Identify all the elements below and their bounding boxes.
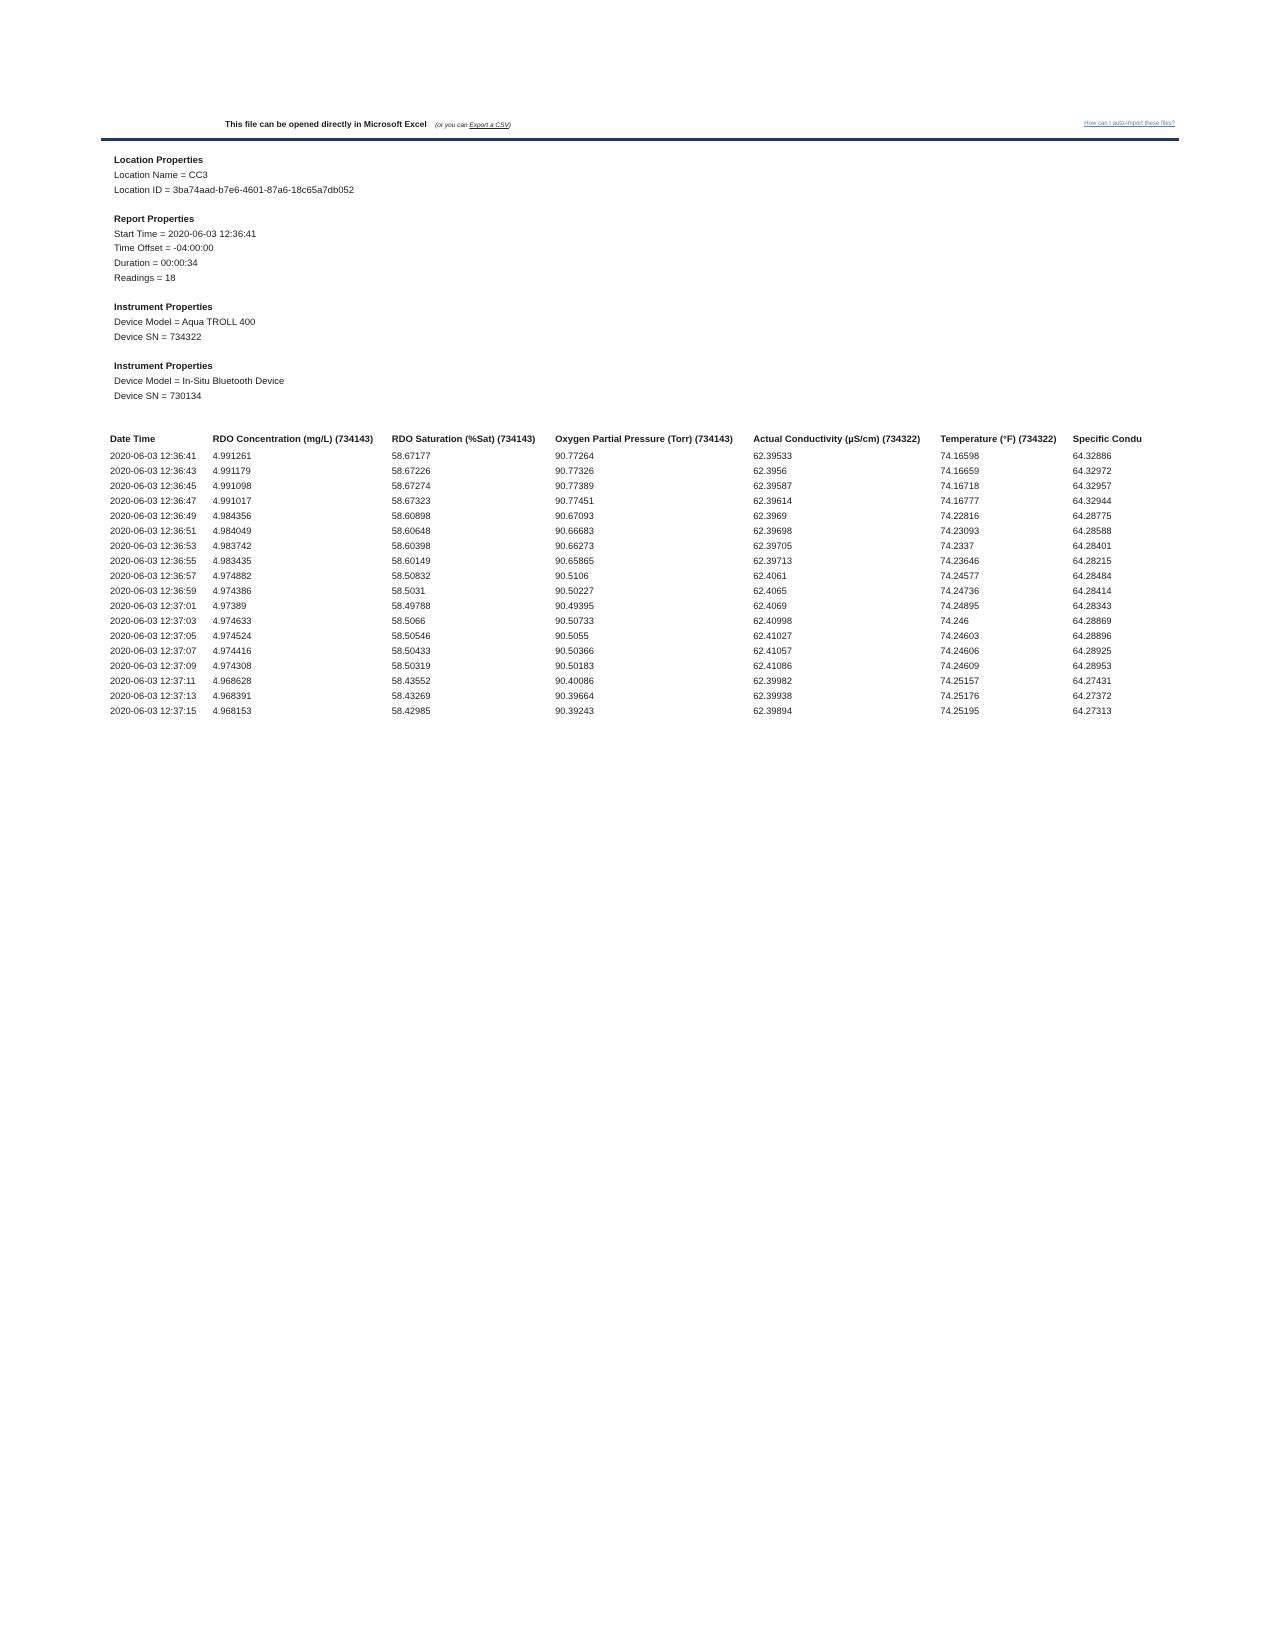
- table-cell: 4.983435: [212, 556, 252, 566]
- table-cell: 62.41027: [753, 631, 792, 641]
- table-cell: 4.974524: [212, 631, 252, 641]
- table-cell: 58.42985: [391, 706, 431, 716]
- table-cell: 90.50733: [555, 616, 594, 626]
- table-cell: 4.97389: [212, 601, 247, 611]
- table-row: [110, 539, 1178, 554]
- table-cell: 58.67274: [391, 481, 431, 491]
- properties-section: [114, 360, 354, 404]
- table-cell: 90.77326: [555, 466, 594, 476]
- table-cell: 58.5031: [391, 586, 426, 596]
- table-cell: 4.984049: [212, 526, 252, 536]
- table-cell: 2020-06-03 12:37:13: [110, 691, 197, 701]
- table-row: [110, 659, 1178, 674]
- table-cell: 62.39894: [753, 706, 792, 716]
- readings-table: [110, 430, 1178, 719]
- table-cell: 90.67093: [555, 511, 594, 521]
- table-cell: 4.991179: [212, 466, 251, 476]
- table-row: [110, 569, 1178, 584]
- table-cell: 90.50183: [555, 661, 594, 671]
- table-row: [110, 614, 1178, 629]
- table-cell: 58.60398: [391, 541, 431, 551]
- table-cell: 90.77451: [555, 496, 594, 506]
- table-cell: 4.984356: [212, 511, 252, 521]
- export-note-suffix: ): [508, 122, 511, 129]
- table-cell: 90.5106: [555, 571, 589, 581]
- property-row: Location ID = 3ba74aad-b7e6-4601-87a6-18c65a7db052: [114, 184, 355, 196]
- table-cell: 4.968391: [212, 691, 252, 701]
- table-row: [110, 584, 1178, 599]
- table-row: [110, 674, 1178, 689]
- table-cell: 58.50546: [391, 631, 431, 641]
- table-cell: 58.50319: [391, 661, 431, 671]
- table-cell: 74.25176: [940, 691, 980, 701]
- property-row: Device Model = Aqua TROLL 400: [114, 317, 256, 329]
- table-cell: 64.27431: [1072, 676, 1112, 686]
- table-cell: 74.23093: [940, 526, 980, 536]
- table-cell: 64.28343: [1072, 601, 1112, 611]
- table-cell: 62.4069: [753, 601, 787, 611]
- table-cell: 64.32972: [1072, 466, 1112, 476]
- table-body: [110, 449, 1178, 719]
- table-cell: 62.40998: [753, 616, 792, 626]
- table-row: [110, 689, 1178, 704]
- table-cell: 2020-06-03 12:37:07: [110, 646, 197, 656]
- table-cell: 62.39698: [753, 526, 792, 536]
- table-cell: 64.28869: [1072, 616, 1112, 626]
- table-cell: 62.39533: [753, 451, 792, 461]
- table-row: [110, 524, 1178, 539]
- column-header: RDO Saturation (%Sat) (734143): [391, 434, 536, 445]
- table-cell: 4.991261: [212, 451, 252, 461]
- table-cell: 64.28215: [1072, 556, 1112, 566]
- table-cell: 90.65865: [555, 556, 594, 566]
- table-cell: 2020-06-03 12:37:15: [110, 706, 197, 716]
- table-row: [110, 554, 1178, 569]
- column-header: Specific Condu: [1072, 434, 1142, 445]
- table-cell: 90.50366: [555, 646, 594, 656]
- property-row: Time Offset = -04:00:00: [114, 243, 214, 255]
- section-title: Instrument Properties: [114, 361, 213, 373]
- properties-panel: [114, 154, 354, 419]
- table-cell: 64.28775: [1072, 511, 1112, 521]
- table-cell: 64.32957: [1072, 481, 1112, 491]
- table-cell: 62.39982: [753, 676, 792, 686]
- table-cell: 74.25195: [940, 706, 980, 716]
- properties-section: [114, 154, 354, 198]
- export-csv-link[interactable]: Export a CSV: [469, 122, 509, 129]
- table-cell: 58.60149: [391, 556, 431, 566]
- table-cell: 62.4061: [753, 571, 787, 581]
- table-cell: 2020-06-03 12:36:55: [110, 556, 197, 566]
- table-row: [110, 704, 1178, 719]
- table-cell: 58.43552: [391, 676, 431, 686]
- table-cell: 58.67323: [391, 496, 431, 506]
- table-cell: 90.39664: [555, 691, 594, 701]
- table-cell: 4.974386: [212, 586, 252, 596]
- table-cell: 74.246: [940, 616, 969, 626]
- table-cell: 64.28414: [1072, 586, 1112, 596]
- table-cell: 74.16598: [940, 451, 980, 461]
- table-cell: 74.24609: [940, 661, 980, 671]
- table-cell: 58.50832: [391, 571, 431, 581]
- table-cell: 58.50433: [391, 646, 431, 656]
- table-cell: 90.5055: [555, 631, 589, 641]
- table-cell: 90.49395: [555, 601, 594, 611]
- table-row: [110, 464, 1178, 479]
- property-row: Device SN = 730134: [114, 390, 202, 402]
- table-cell: 62.3969: [753, 511, 787, 521]
- table-row: [110, 599, 1178, 614]
- table-cell: 2020-06-03 12:36:49: [110, 511, 197, 521]
- table-cell: 64.28484: [1072, 571, 1112, 581]
- table-cell: 4.974882: [212, 571, 252, 581]
- table-cell: 2020-06-03 12:36:45: [110, 481, 197, 491]
- table-cell: 74.23646: [940, 556, 980, 566]
- table-row: [110, 449, 1178, 464]
- auto-import-help-link[interactable]: How can I auto-import these files?: [1084, 121, 1175, 127]
- table-cell: 90.77264: [555, 451, 594, 461]
- property-row: Duration = 00:00:34: [114, 258, 198, 270]
- table-cell: 74.24736: [940, 586, 980, 596]
- export-note-prefix: (or you can: [435, 122, 470, 129]
- table-cell: 4.974416: [212, 646, 252, 656]
- property-row: Start Time = 2020-06-03 12:36:41: [114, 228, 257, 240]
- table-cell: 62.39938: [753, 691, 792, 701]
- table-cell: 74.16777: [940, 496, 980, 506]
- table-cell: 64.32886: [1072, 451, 1112, 461]
- table-cell: 2020-06-03 12:37:11: [110, 676, 196, 686]
- table-cell: 2020-06-03 12:37:09: [110, 661, 197, 671]
- table-header-row: [110, 430, 1178, 449]
- table-cell: 2020-06-03 12:36:41: [110, 451, 197, 461]
- table-cell: 4.991098: [212, 481, 252, 491]
- property-row: Device Model = In-Situ Bluetooth Device: [114, 376, 285, 388]
- table-cell: 58.43269: [391, 691, 431, 701]
- property-row: Location Name = CC3: [114, 169, 208, 181]
- table-cell: 4.991017: [212, 496, 252, 506]
- table-cell: 2020-06-03 12:37:03: [110, 616, 197, 626]
- table-cell: 90.39243: [555, 706, 594, 716]
- table-cell: 62.39587: [753, 481, 792, 491]
- excel-notice-text: This file can be opened directly in Microsoft Excel: [225, 119, 427, 129]
- table-cell: 64.28953: [1072, 661, 1112, 671]
- table-cell: 4.974633: [212, 616, 252, 626]
- table-cell: 62.4065: [753, 586, 787, 596]
- table-cell: 64.27372: [1072, 691, 1112, 701]
- table-cell: 58.49788: [391, 601, 431, 611]
- properties-section: [114, 301, 354, 345]
- table-row: [110, 629, 1178, 644]
- table-cell: 62.39614: [753, 496, 792, 506]
- table-cell: 58.5066: [391, 616, 426, 626]
- table-cell: 58.60898: [391, 511, 431, 521]
- table-cell: 64.28401: [1072, 541, 1112, 551]
- table-row: [110, 509, 1178, 524]
- table-cell: 90.50227: [555, 586, 594, 596]
- table-cell: 4.983742: [212, 541, 252, 551]
- table-cell: 64.27313: [1072, 706, 1112, 716]
- table-cell: 62.41086: [753, 661, 792, 671]
- table-cell: 90.40086: [555, 676, 594, 686]
- table-cell: 74.16659: [940, 466, 980, 476]
- table-cell: 2020-06-03 12:36:53: [110, 541, 197, 551]
- property-row: Readings = 18: [114, 273, 176, 285]
- column-header: RDO Concentration (mg/L) (734143): [212, 434, 374, 445]
- table-cell: 64.28925: [1072, 646, 1112, 656]
- header-divider: [101, 138, 1179, 141]
- column-header: Temperature (°F) (734322): [940, 434, 1057, 445]
- table-cell: 2020-06-03 12:37:01: [110, 601, 197, 611]
- table-cell: 62.39713: [753, 556, 792, 566]
- table-cell: 64.32944: [1072, 496, 1112, 506]
- table-cell: 2020-06-03 12:36:43: [110, 466, 197, 476]
- table-cell: 2020-06-03 12:36:57: [110, 571, 197, 581]
- table-cell: 4.968153: [212, 706, 252, 716]
- table-cell: 74.22816: [940, 511, 980, 521]
- table-cell: 74.24895: [940, 601, 980, 611]
- table-cell: 74.25157: [940, 676, 980, 686]
- table-cell: 2020-06-03 12:36:51: [110, 526, 197, 536]
- table-cell: 90.66683: [555, 526, 594, 536]
- column-header: Actual Conductivity (µS/cm) (734322): [753, 434, 921, 445]
- table-row: [110, 644, 1178, 659]
- readings-table-wrapper: [110, 430, 1178, 719]
- table-cell: 74.24606: [940, 646, 980, 656]
- table-cell: 62.39705: [753, 541, 792, 551]
- column-header: Oxygen Partial Pressure (Torr) (734143): [555, 434, 733, 445]
- section-title: Report Properties: [114, 213, 195, 225]
- table-cell: 2020-06-03 12:37:05: [110, 631, 197, 641]
- table-cell: 74.24577: [940, 571, 980, 581]
- table-cell: 4.968628: [212, 676, 252, 686]
- property-row: Device SN = 734322: [114, 331, 202, 343]
- table-cell: 4.974308: [212, 661, 252, 671]
- table-cell: 90.77389: [555, 481, 594, 491]
- properties-section: [114, 213, 354, 287]
- table-cell: 90.66273: [555, 541, 594, 551]
- table-cell: 64.28896: [1072, 631, 1112, 641]
- section-title: Location Properties: [114, 155, 204, 166]
- table-cell: 2020-06-03 12:36:47: [110, 496, 197, 506]
- column-header: Date Time: [110, 434, 156, 445]
- table-cell: 58.67177: [391, 451, 431, 461]
- table-cell: 58.60648: [391, 526, 431, 536]
- table-cell: 64.28588: [1072, 526, 1112, 536]
- table-row: [110, 479, 1178, 494]
- table-cell: 74.16718: [940, 481, 980, 491]
- excel-notice: [225, 119, 511, 129]
- table-cell: 74.24603: [940, 631, 980, 641]
- table-cell: 74.2337: [940, 541, 975, 551]
- table-cell: 62.41057: [753, 646, 792, 656]
- table-row: [110, 494, 1178, 509]
- table-cell: 2020-06-03 12:36:59: [110, 586, 197, 596]
- table-cell: 58.67226: [391, 466, 431, 476]
- section-title: Instrument Properties: [114, 302, 213, 314]
- table-cell: 62.3956: [753, 466, 787, 476]
- export-note: [435, 122, 511, 129]
